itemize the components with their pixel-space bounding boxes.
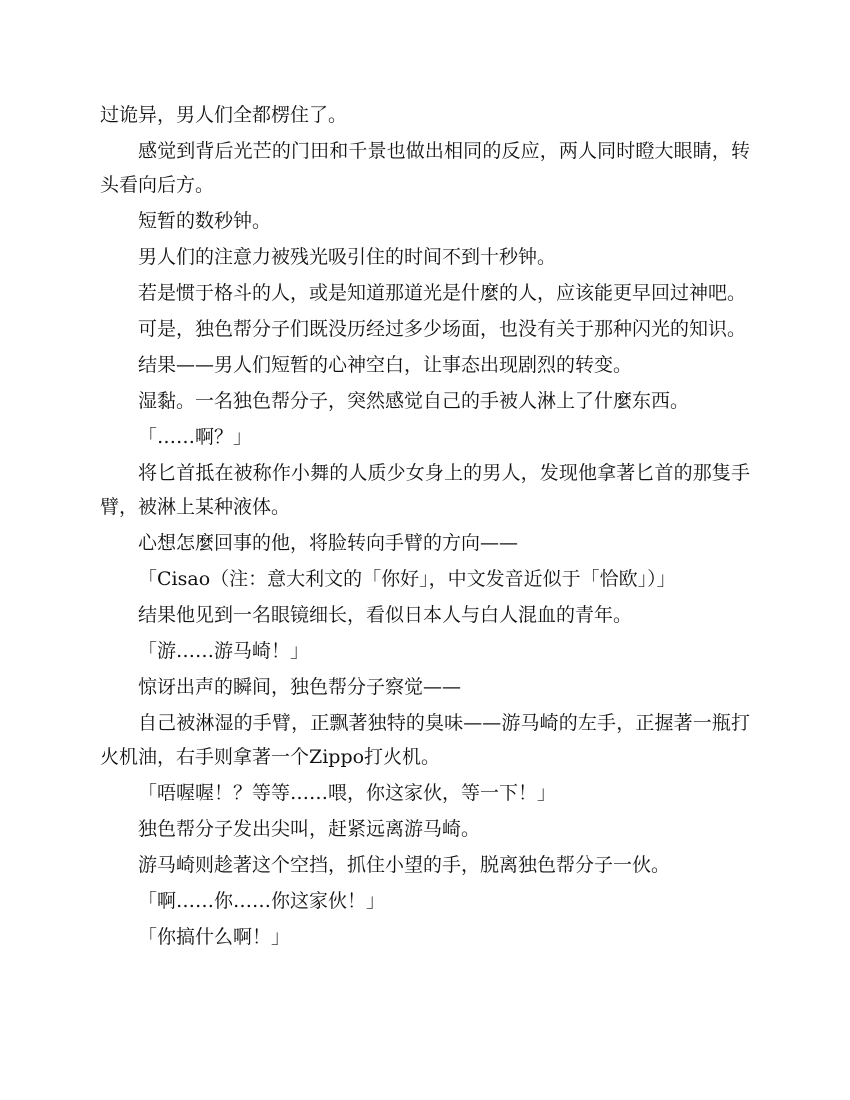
paragraph: 「你搞什么啊！」 xyxy=(138,926,291,948)
paragraph: 将匕首抵在被称作小舞的人质少女身上的男人，发现他拿著匕首的那隻手臂，被淋上某种液体。 xyxy=(100,462,750,518)
paragraph: 短暂的数秒钟。 xyxy=(138,210,272,232)
paragraph: 过诡异，男人们全都楞住了。 xyxy=(100,104,348,126)
paragraph: 可是，独色帮分子们既没历经过多少场面，也没有关于那种闪光的知识。 xyxy=(138,318,747,340)
paragraph: 惊讶出声的瞬间，独色帮分子察觉—— xyxy=(138,676,462,698)
paragraph: 「游……游马崎！」 xyxy=(138,640,310,662)
paragraph: 若是惯于格斗的人，或是知道那道光是什麼的人，应该能更早回过神吧。 xyxy=(138,282,747,304)
paragraph: 结果——男人们短暂的心神空白，让事态出现剧烈的转变。 xyxy=(138,354,633,376)
paragraph: 湿黏。一名独色帮分子，突然感觉自己的手被人淋上了什麼东西。 xyxy=(138,390,690,412)
paragraph: 结果他见到一名眼镜细长，看似日本人与白人混血的青年。 xyxy=(138,604,633,626)
paragraph: 游马崎则趁著这个空挡，抓住小望的手，脱离独色帮分子一伙。 xyxy=(138,854,671,876)
paragraph: 自己被淋湿的手臂，正飘著独特的臭味——游马崎的左手，正握著一瓶打火机油，右手则拿著一个Zippo打火机。 xyxy=(100,712,750,768)
paragraph: 心想怎麼回事的他，将脸转向手臂的方向—— xyxy=(138,532,519,554)
paragraph: 感觉到背后光芒的门田和千景也做出相同的反应，两人同时瞪大眼睛，转头看向后方。 xyxy=(100,140,750,196)
paragraph: 「啊……你……你这家伙！」 xyxy=(138,890,386,912)
paragraph: 「……啊？」 xyxy=(138,426,253,448)
document-page xyxy=(100,98,750,956)
paragraph: 独色帮分子发出尖叫，赶紧远离游马崎。 xyxy=(138,818,481,840)
paragraph: 「唔喔喔！？等等……喂，你这家伙，等一下！」 xyxy=(138,782,557,804)
paragraph: 「Cisao（注：意大利文的「你好」，中文发音近似于「恰欧」）」 xyxy=(138,568,676,590)
paragraph: 男人们的注意力被残光吸引住的时间不到十秒钟。 xyxy=(138,246,557,268)
